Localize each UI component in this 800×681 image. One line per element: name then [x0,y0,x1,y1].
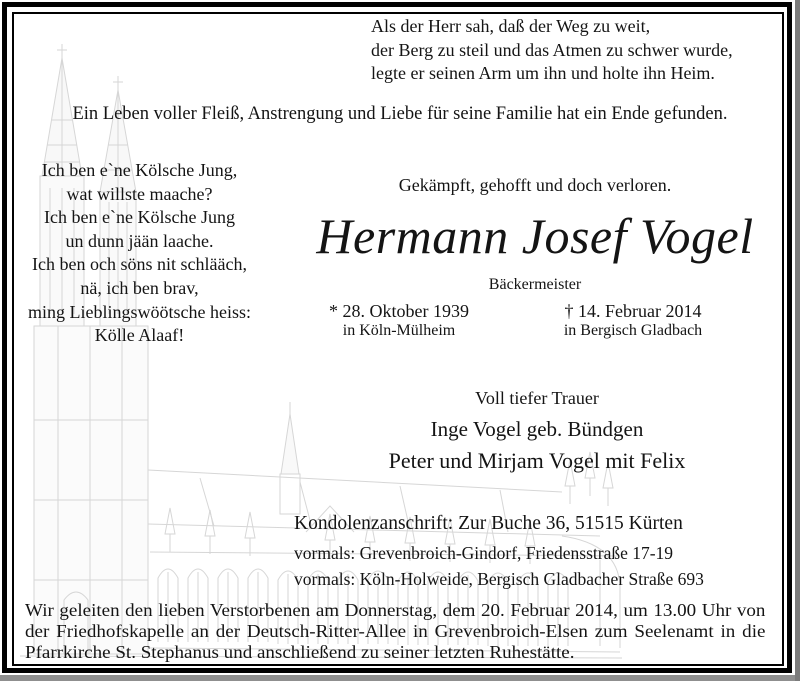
funeral-announcement: Wir geleiten den lieben Verstorbenen am Donnerstag, dem 20. Februar 2014, um 13.00 Uhr von der Friedhofskapelle an der Deutsch-Ritter-Allee in Grevenbroich-Elsen zum Seelenamt in die Pfarrkirche St. Stephanus und anschließend zu seiner letzten Ruhestätte. [25,600,766,663]
poem-line: nä, ich ben brav, [80,277,199,298]
poem-line: Ich ben e`ne Kölsche Jung, [41,160,238,180]
death-date-line [525,300,741,322]
poem-line: un dunn jään laache. [65,230,214,251]
scan-edge-right [795,0,800,681]
condolence-address: Kondolenzanschrift: Zur Buche 36, 51515 Kürten [294,513,683,534]
mourner: Peter und Mirjam Vogel mit Felix [388,448,686,473]
birth-details [293,300,505,340]
poem-line: legte er seinen Arm um ihn und holte ihn Heim. [371,63,715,83]
death-symbol: † [564,301,574,321]
life-sentence: Ein Leben voller Fleiß, Anstrengung und Liebe für seine Familie hat ein Ende gefunden. [72,104,728,124]
poem-line: Kölle Alaaf! [94,325,185,346]
poem-line: Ich ben och söns nit schlääch, [32,254,247,275]
death-place: in Bergisch Gladbach [563,322,703,339]
birth-symbol: * [329,301,338,321]
former-address: vormals: Köln-Holweide, Bergisch Gladbacher Straße 693 [294,569,704,589]
poem-line: ming Lieblingswöötsche heiss: [28,301,251,322]
birth-date-line [293,300,505,322]
poem-line: Ich ben e`ne Kölsche Jung [44,207,235,228]
dialect-poem [2,159,277,348]
struggle-sentence: Gekämpft, gehofft und doch verloren. [398,175,672,195]
death-date: 14. Februar 2014 [578,301,702,321]
poem-line: wat willste maache? [66,183,213,204]
mourning-intro: Voll tiefer Trauer [475,388,599,408]
birth-place: in Köln-Mülheim [342,322,456,339]
poem-line: der Berg zu steil und das Atmen zu schwer wurde, [371,39,733,60]
scan-edge-bottom [0,675,800,681]
mourner: Inge Vogel geb. Bündgen [430,417,644,441]
opening-poem [371,15,733,86]
former-address: vormals: Grevenbroich-Gindorf, Friedensstraße 17-19 [294,543,674,563]
birth-date: 28. Oktober 1939 [342,301,469,321]
death-details [525,300,741,340]
deceased-profession: Bäckermeister [488,276,582,293]
deceased-name: Hermann Josef Vogel [316,208,754,264]
poem-line: Als der Herr sah, daß der Weg zu weit, [371,16,651,36]
